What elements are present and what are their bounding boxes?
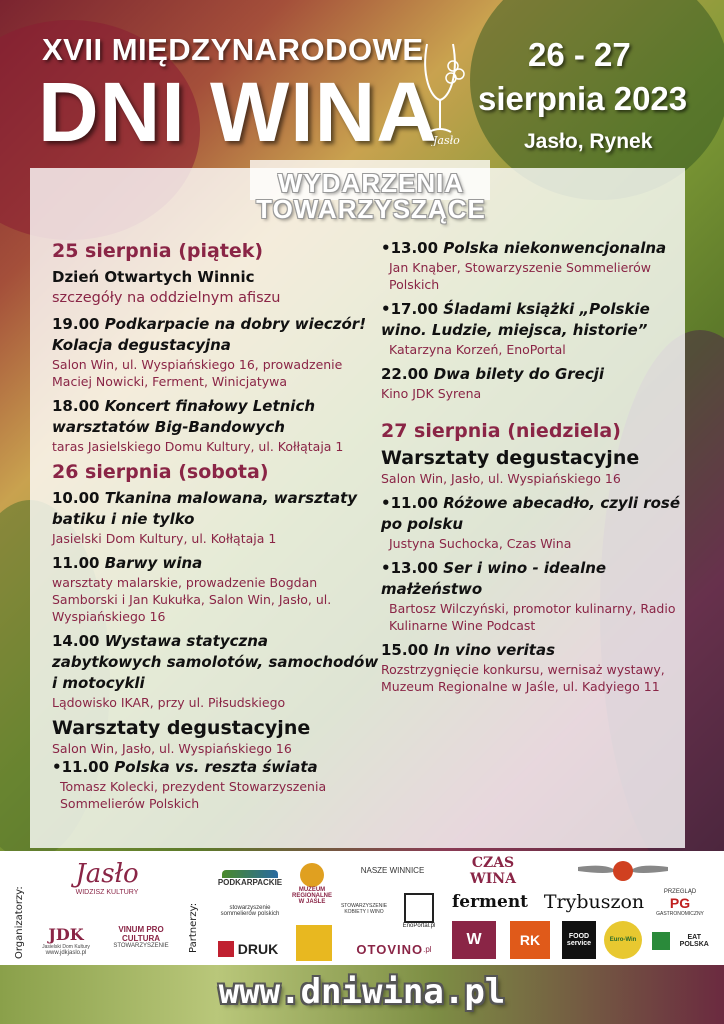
druk-text: DRUK [237,941,279,957]
czas-wina-text: CZAS WINA [470,855,516,887]
event-time: 18.00 [52,397,100,415]
event-title: Barwy wina [104,554,203,572]
event: •11.00 Polska vs. reszta świata Tomasz Kolecki, prezydent Stowarzyszenia Sommelierów Polskich [52,757,382,812]
eat-polska-logo [652,927,716,955]
nasze-winnice-logo [345,861,440,879]
jdk-logo [36,921,96,959]
event-details: Kino JDK Syrena [381,386,482,401]
podkarpackie-logo [215,865,285,891]
vinum-logo-sub: STOWARZYSZENIE [113,943,169,949]
muzeum-logo [290,859,334,909]
event-time: 22.00 [381,365,429,383]
section-title-line: TOWARZYSZĄCE [256,194,486,224]
podkarpackie-text: PODKARPACKIE [217,877,283,887]
festival-title: DNI WINA [38,65,438,159]
event-title: Różowe abecadło, czyli rosé po polsku [381,494,681,533]
event-time: 13.00 [390,239,439,257]
event: •13.00 Polska niekonwencjonalna Jan Knąber, Stowarzyszenie Sommelierów Polskich [381,238,681,293]
muzeum-text: MUZEUM REGIONALNE W JAŚLE [291,887,332,905]
event-details: warsztaty malarskie, prowadzenie Bogdan Samborski i Jan Kukułka, Salon Win, Jasło, ul. Wyspiańskiego 16 [52,575,332,624]
event: •11.00 Różowe abecadło, czyli rosé po polsku Justyna Suchocka, Czas Wina [381,494,681,551]
event-details: Justyna Suchocka, Czas Wina [389,536,572,551]
nasze-winnice-text: NASZE WINNICE [360,865,425,875]
right-column [381,238,681,701]
czas-wina-logo [458,855,528,887]
pg-top: PRZEGLĄD [663,889,697,895]
jaslo-logo-sub: WIDZISZ KULTURY [75,888,139,896]
event-details: Lądowisko IKAR, przy ul. Piłsudskiego [52,695,286,710]
podkarpackie-icon [222,870,278,878]
event [381,640,681,695]
event-title: Dzień Otwartych Winnic [52,268,255,286]
event-title: Polska vs. reszta świata [114,758,318,776]
pg-text: PG [669,895,691,911]
radio-kulinarne-logo [510,921,550,959]
radio-kulinarne-text: RK [519,932,541,948]
event-details: Jasielski Dom Kultury, ul. Kołłątaja 1 [52,531,277,546]
pg-logo [648,887,712,919]
wine-glass-logo [405,36,475,146]
event-note: szczegóły na oddzielnym afiszu [52,290,281,306]
event-details: Tomasz Kolecki, prezydent Stowarzyszenia Sommelierów Polskich [60,779,327,811]
event-time: 13.00 [390,559,439,577]
food-service-text: FOOD service [566,933,592,947]
enoportal-text: EnoPortal.pl [402,923,436,929]
pg-sub: GASTRONOMICZNY [656,911,704,917]
ferment-logo [450,891,530,913]
ferment-text: ferment [451,892,529,912]
vinum-logo [102,917,180,957]
sommelier-logo [215,899,285,923]
workshop-location: Salon Win, Jasło, ul. Wyspiańskiego 16 [52,741,292,756]
workshop-location: Salon Win, Jasło, ul. Wyspiańskiego 16 [381,471,621,486]
event-time: 15.00 [381,641,429,659]
event-title: Ser i wino - idealne małżeństwo [381,559,607,598]
enoportal-logo [396,889,442,933]
event [52,553,382,625]
event-title: Polska niekonwencjonalna [443,239,667,257]
enoportal-icon [404,893,434,923]
jdk-logo-text: JDK [48,924,84,944]
festival-edition: XVII MIĘDZYNARODOWE [42,32,424,67]
jaslo-logo [62,857,152,897]
organizers-label: Organizatorzy: [14,886,25,959]
partners-label: Partnerzy: [188,902,199,953]
kobiety-text: STOWARZYSZENIE KOBIETY I WINO [340,903,388,915]
wings-emblem-icon [578,857,668,885]
otovino-text: OTOVINO [356,941,424,957]
trybuszon-text: Trybuszon [543,891,645,913]
food-service-logo [562,921,596,959]
event-time: 11.00 [52,554,100,572]
event-title: Podkarpacie na dobry wieczór! Kolacja degustacyjna [52,315,367,354]
jdk-logo-sub: Jasielski Dom Kultury [42,943,90,950]
date-month: sierpnia 2023 [478,80,688,117]
event-details: Jan Knąber, Stowarzyszenie Sommelierów Polskich [389,260,652,292]
trybuszon-logo [543,889,645,915]
section-title-line: WYDARZENIA [277,168,465,198]
event-details: Bartosz Wilczyński, promotor kulinarny, Radio Kulinarne Wine Podcast [389,601,676,633]
muzeum-icon [300,863,324,887]
event-title: Śladami książki „Polskie wino. Ludzie, miejsca, historie” [381,300,650,339]
event: •13.00 Ser i wino - idealne małżeństwo Bartosz Wilczyński, promotor kulinarny, Radio Kulinarne Wine Podcast [381,558,681,634]
druk-logo [213,939,283,959]
vinum-logo-text: VINUM PRO CULTURA [118,925,164,943]
sommelier-text: stowarzyszenie sommelierów polskich [220,905,280,917]
event-title: Dwa bilety do Grecji [433,365,605,383]
website-url[interactable]: www.dniwina.pl [218,972,506,1012]
euro-win-logo [604,921,642,959]
workshop-heading: Warsztaty degustacyjne [52,717,311,739]
otovino-logo [346,939,442,959]
sponsors-footer [0,851,724,965]
winicjatywa-text: W [466,931,482,948]
section-title [236,170,506,222]
kobiety-logo [340,889,388,929]
jdk-logo-url: www.jdkjaslo.pl [45,949,87,956]
yellow-badge-logo [296,925,332,961]
event-time: 19.00 [52,315,100,333]
winicjatywa-logo [452,921,496,959]
wings-emblem-logo [578,857,668,885]
event-time: 11.00 [390,494,439,512]
event-time: 11.00 [61,758,110,776]
logo-text: Jasło [433,134,460,146]
euro-win-text: Euro-Win [609,937,637,943]
event [52,488,382,547]
event-title: Tkanina malowana, warsztaty batiku i nie tylko [52,489,358,528]
workshop-heading: Warsztaty degustacyjne [381,447,640,469]
eat-polska-icon [652,932,670,950]
eat-polska-text: EAT POLSKA [679,934,709,948]
event [381,364,681,402]
jaslo-logo-text: Jasło [75,858,139,889]
event [52,314,382,390]
event-time: 17.00 [390,300,439,318]
event [52,396,382,455]
druk-icon [218,941,234,957]
event-time: 14.00 [52,632,100,650]
event-title: In vino veritas [433,641,556,659]
event-details: Salon Win, ul. Wyspiańskiego 16, prowadzenie Maciej Nowicki, Ferment, Winicjatywa [52,357,343,389]
day-heading: 25 sierpnia (piątek) [52,240,264,262]
event: •17.00 Śladami książki „Polskie wino. Ludzie, miejsca, historie” Katarzyna Korzeń, EnoPortal [381,299,681,358]
event-title: Wystawa statyczna zabytkowych samolotów, samochodów i motocykli [52,632,379,692]
day-heading: 26 sierpnia (sobota) [52,461,269,483]
date-range: 26 - 27 [528,36,631,73]
location: Jasło, Rynek [524,130,653,153]
otovino-tld: .pl [423,944,432,954]
event-details: Rozstrzygnięcie konkursu, wernisaż wystawy, Muzeum Regionalne w Jaśle, ul. Kadyiego 11 [381,662,665,694]
event-details: Katarzyna Korzeń, EnoPortal [389,342,566,357]
day-heading: 27 sierpnia (niedziela) [381,420,621,442]
event-details: taras Jasielskiego Domu Kultury, ul. Kołłątaja 1 [52,439,344,454]
event [52,631,382,711]
event-title: Koncert finałowy Letnich warsztatów Big-Bandowych [52,397,316,436]
event-time: 10.00 [52,489,100,507]
left-column [52,240,382,812]
